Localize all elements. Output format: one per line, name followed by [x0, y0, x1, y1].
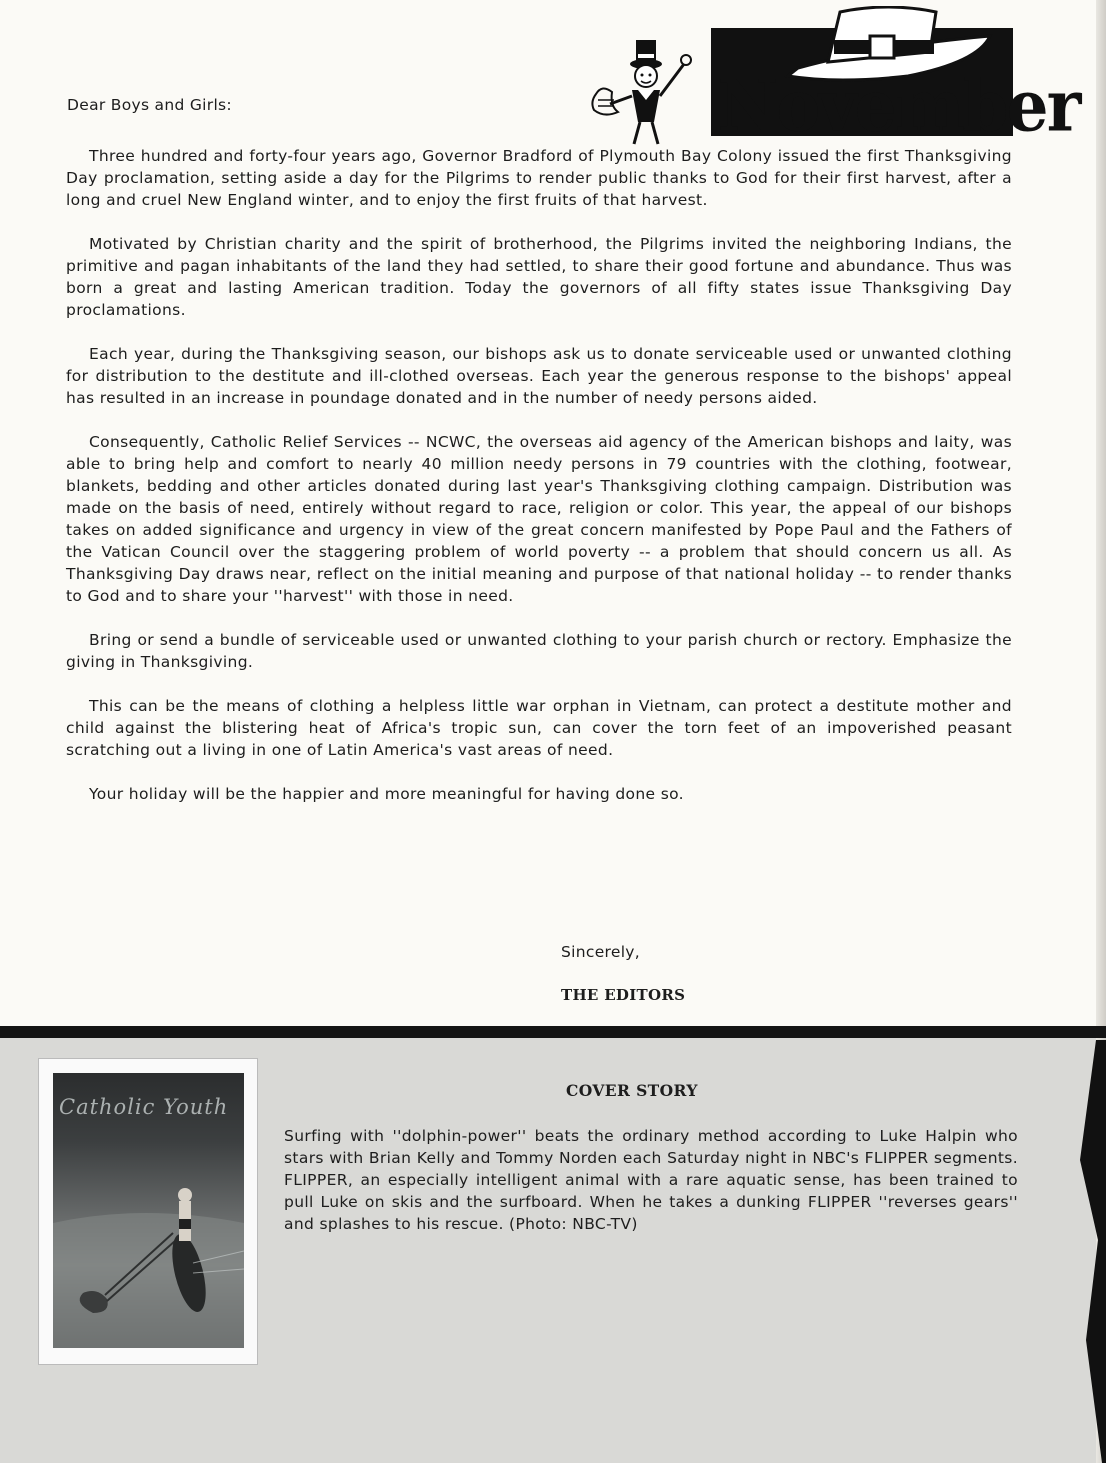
letter-paragraph-7: Your holiday will be the happier and more meaningful for having done so.: [89, 785, 684, 803]
page-fold-edge: [1036, 1040, 1106, 1463]
section-divider: [0, 1026, 1106, 1038]
november-banner: [588, 24, 1080, 149]
surfer-photo-icon: [53, 1073, 244, 1348]
letter-paragraph-1: Three hundred and forty-four years ago, Governor Bradford of Plymouth Bay Colony issued the first Thanksgiving Day proclamation, setting aside a day for the Pilgrims to render public thanks to God for their first harvest, after a long and cruel New England winter, and to enjoy the first fruits of that harvest.: [66, 147, 1012, 209]
cover-photo: [53, 1073, 244, 1348]
letter-paragraph-5: Bring or send a bundle of serviceable used or unwanted clothing to your parish church or rectory. Emphasize the giving in Thanksgiving.: [66, 631, 1012, 671]
letter-greeting: Dear Boys and Girls:: [67, 96, 232, 114]
pilgrim-illustration-icon: [588, 34, 698, 149]
letter-paragraph-6: This can be the means of clothing a helpless little war orphan in Vietnam, can protect a destitute mother and child against the blistering heat of Africa's tropic sun, can cover the torn feet of an impoverished peasant scratching out a living in one of Latin America's vast areas of need.: [66, 697, 1012, 759]
cover-story-section: [0, 1038, 1096, 1463]
letter-paragraph-3: Each year, during the Thanksgiving season, our bishops ask us to donate serviceable used or unwanted clothing for distribution to the destitute and ill-clothed overseas. Each year the generous response to the bishops' appeal has resulted in an increase in poundage donated and in the number of needy persons aided.: [66, 345, 1012, 407]
letter-signature: THE EDITORS: [561, 986, 686, 1004]
cover-thumbnail-title: Catholic Youth: [59, 1095, 229, 1119]
november-heading: November: [718, 63, 1080, 148]
letter-paragraph-4: Consequently, Catholic Relief Services -- NCWC, the overseas aid agency of the American bishops and laity, was able to bring help and comfort to nearly 40 million needy persons in 79 countries with the clothing, footwear, blankets, bedding and other articles donated during last year's Thanksgiving clothing campaign. Distribution was made on the basis of need, entirely without regard to race, religion or color. This year, the appeal of our bishops takes on added significance and urgency in view of the great concern manifested by Pope Paul and the Fathers of the Vatican Council over the staggering problem of world poverty -- a problem that should concern us all. As Thanksgiving Day draws near, reflect on the initial meaning and purpose of that national holiday -- to render thanks to God and to share your ''harvest'' with those in need.: [66, 433, 1012, 605]
cover-story-heading: COVER STORY: [566, 1081, 698, 1100]
cover-thumbnail: [38, 1058, 258, 1365]
letter-closing: Sincerely,: [561, 943, 641, 961]
letter-body: [66, 145, 1012, 827]
letter-paragraph-2: Motivated by Christian charity and the spirit of brotherhood, the Pilgrims invited the neighboring Indians, the primitive and pagan inhabitants of the land they had settled, to share their good fortune and abundance. Thus was born a great and lasting American tradition. Today the governors of all fifty states issue Thanksgiving Day proclamations.: [66, 235, 1012, 319]
cover-story-text: Surfing with ''dolphin-power'' beats the ordinary method according to Luke Halpin who stars with Brian Kelly and Tommy Norden each Saturday night in NBC's FLIPPER segments. FLIPPER, an especially intelligent animal with a rare aquatic sense, has been trained to pull Luke on skis and the surfboard. When he takes a dunking FLIPPER ''reverses gears'' and splashes to his rescue. (Photo: NBC-TV): [284, 1127, 1018, 1233]
